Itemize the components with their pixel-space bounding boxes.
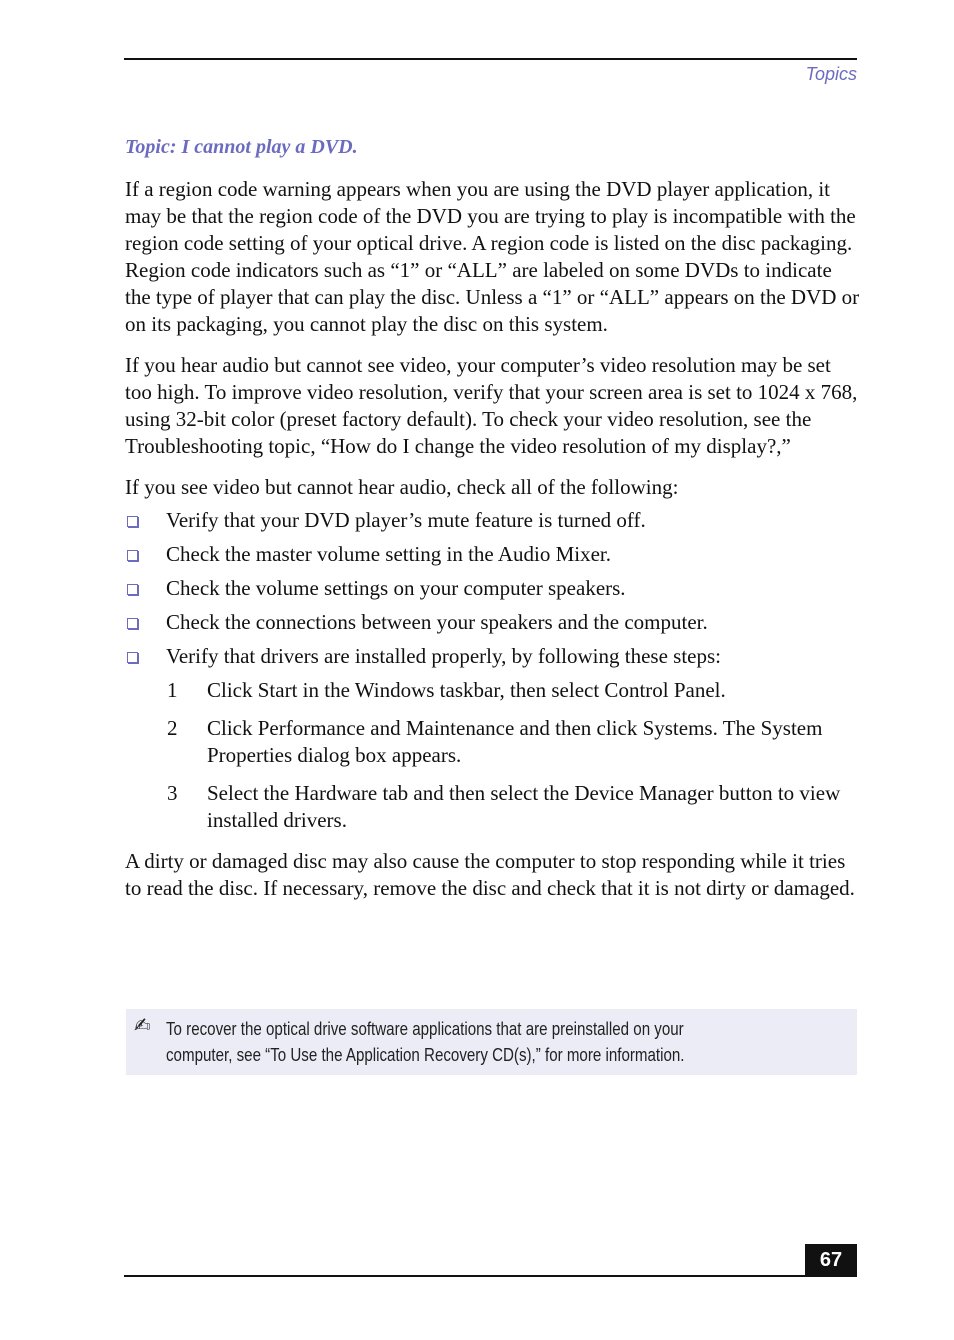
list-item-text: Verify that your DVD player’s mute feature is turned off.: [166, 508, 646, 532]
list-item-text: Check the master volume setting in the Audio Mixer.: [166, 542, 612, 566]
note-line: computer, see “To Use the Application Recovery CD(s),” for more information.: [166, 1045, 685, 1065]
list-item: [125, 643, 860, 670]
checkbox-bullet-icon: [127, 652, 138, 663]
header-rule: [124, 58, 857, 60]
step-number: 2: [167, 716, 178, 740]
note-text: [166, 1016, 737, 1068]
list-item: [125, 507, 860, 534]
checkbox-bullet-icon: [127, 550, 138, 561]
checkbox-bullet-icon: [127, 516, 138, 527]
step-number: 1: [167, 678, 178, 702]
list-item-text: Check the connections between your speakers and the computer.: [166, 610, 708, 634]
checkbox-bullet-icon: [127, 618, 138, 629]
footer-rule: [124, 1275, 857, 1277]
dirty-disc-paragraph: A dirty or damaged disc may also cause the computer to stop responding while it tries to read the disc. If necessary, remove the disc and check that it is not dirty or damaged.: [125, 849, 855, 900]
step-text: Click Start in the Windows taskbar, then select Control Panel.: [207, 678, 726, 702]
list-item-text: Check the volume settings on your computer speakers.: [166, 576, 626, 600]
step-item: [125, 715, 860, 769]
step-text: Select the Hardware tab and then select the Device Manager button to view installed drivers.: [207, 781, 841, 832]
note-box: [126, 1009, 857, 1075]
list-item-text: Verify that drivers are installed properly, by following these steps:: [166, 644, 721, 668]
step-item: [125, 780, 860, 834]
step-text: Click Performance and Maintenance and then click Systems. The System Properties dialog box appears.: [207, 716, 823, 767]
topic-title: Topic: I cannot play a DVD.: [125, 136, 358, 158]
list-item: [125, 609, 860, 636]
no-audio-intro: If you see video but cannot hear audio, check all of the following:: [125, 475, 679, 499]
audio-checklist: [125, 507, 860, 670]
list-item: [125, 575, 860, 602]
checkbox-bullet-icon: [127, 584, 138, 595]
no-video-paragraph: If you hear audio but cannot see video, your computer’s video resolution may be set too high. To improve video resolution, verify that your screen area is set to 1024 x 768, using 32-bit color (preset factory default). To check your video resolution, see the Troubleshooting topic, “How do I change the video resolution of my display?,”: [125, 353, 858, 458]
list-item: [125, 541, 860, 568]
driver-steps: [125, 677, 860, 834]
step-item: [125, 677, 860, 704]
region-code-paragraph: If a region code warning appears when you are using the DVD player application, it may be that the region code of the DVD you are trying to play is incompatible with the region code setting of your optical drive. A region code is listed on the disc packaging. Region code indicators such as “1” or “ALL” are labeled on some DVDs to indicate the type of player that can play the disc. Unless a “1” or “ALL” appears on the DVD or on its packaging, you cannot play the disc on this system.: [125, 177, 860, 336]
step-number: 3: [167, 781, 178, 805]
note-line: To recover the optical drive software applications that are preinstalled on your: [166, 1019, 684, 1039]
page-number: 67: [805, 1244, 857, 1277]
pencil-icon: ✍: [134, 1013, 151, 1037]
main-content: [125, 132, 860, 916]
section-label: Topics: [805, 64, 857, 84]
